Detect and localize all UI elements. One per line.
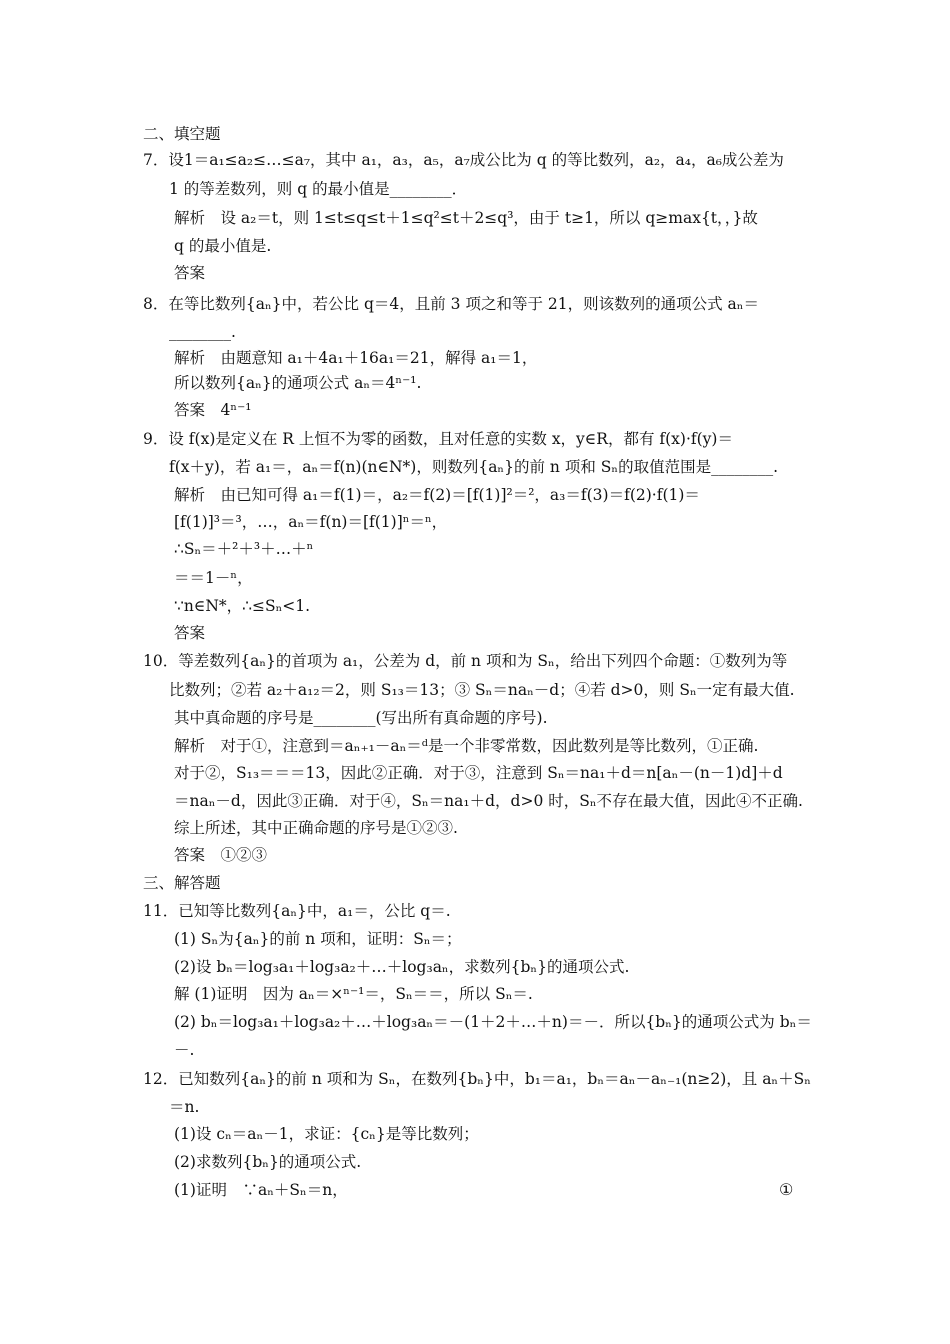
problem-8-line-2: ________. [169, 323, 236, 341]
problem-11-part-2: (2)设 bₙ＝log₃a₁＋log₃a₂＋…＋log₃aₙ，求数列{bₙ}的通项公式. [174, 958, 630, 976]
section-heading-fill-in: 二、填空题 [143, 125, 221, 143]
problem-10-analysis-line-2: 对于②，S₁₃＝＝＝13，因此②正确．对于③，注意到 Sₙ＝na₁＋d＝n[aₙ－(n－1)d]＋d [174, 764, 783, 782]
problem-10-answer: 答案 ①②③ [174, 846, 268, 864]
problem-12-part-1: (1)设 cₙ＝aₙ－1，求证：{cₙ}是等比数列； [174, 1125, 479, 1143]
problem-8-line-1: 8．在等比数列{aₙ}中，若公比 q＝4，且前 3 项之和等于 21，则该数列的通项公式 aₙ＝ [143, 295, 759, 313]
problem-10-analysis-line-1: 解析 对于①，注意到＝aₙ₊₁－aₙ＝ᵈ是一个非零常数，因此数列是等比数列，①正确. [174, 737, 759, 755]
problem-9-line-2: f(x＋y)，若 a₁＝，aₙ＝f(n)(n∈N*)，则数列{aₙ}的前 n 项和 Sₙ的取值范围是________. [169, 458, 779, 476]
problem-11-part-1: (1) Sₙ为{aₙ}的前 n 项和，证明：Sₙ＝； [174, 930, 462, 948]
problem-8-analysis-line-2: 所以数列{aₙ}的通项公式 aₙ＝4ⁿ⁻¹. [174, 374, 422, 392]
problem-7-line-2: 1 的等差数列，则 q 的最小值是________． [169, 180, 468, 198]
problem-8-answer: 答案 4ⁿ⁻¹ [174, 401, 252, 419]
problem-12-part-2: (2)求数列{bₙ}的通项公式. [174, 1153, 362, 1171]
problem-7-answer: 答案 [174, 264, 206, 282]
problem-9-analysis-line-1: 解析 由已知可得 a₁＝f(1)＝，a₂＝f(2)＝[f(1)]²＝²，a₃＝f(3)＝f(2)·f(1)＝ [174, 486, 700, 504]
problem-10-analysis-line-3: ＝naₙ－d，因此③正确．对于④，Sₙ＝na₁＋d，d>0 时，Sₙ不存在最大值，因此④不正确. [174, 792, 803, 810]
problem-11-solution-line-2: (2) bₙ＝log₃a₁＋log₃a₂＋…＋log₃aₙ＝－(1＋2＋…＋n)＝－．所以{bₙ}的通项公式为 bₙ＝ [174, 1013, 812, 1031]
problem-10-line-1: 10．等差数列{aₙ}的首项为 a₁，公差为 d，前 n 项和为 Sₙ，给出下列四个命题：①数列为等 [143, 652, 788, 670]
problem-7-analysis-line-2: q 的最小值是. [174, 237, 272, 255]
problem-9-analysis-line-3: ∴Sₙ＝＋²＋³＋…＋ⁿ [174, 540, 314, 558]
problem-12-proof-line-1: (1)证明 ∵aₙ＋Sₙ＝n， [174, 1181, 348, 1199]
problem-10-analysis-line-4: 综上所述，其中正确命题的序号是①②③. [174, 819, 458, 837]
problem-12-line-1: 12．已知数列{aₙ}的前 n 项和为 Sₙ，在数列{bₙ}中，b₁＝a₁，bₙ＝aₙ－aₙ₋₁(n≥2)，且 aₙ＋Sₙ [143, 1070, 811, 1088]
problem-9-line-1: 9．设 f(x)是定义在 R 上恒不为零的函数，且对任意的实数 x，y∈R，都有 f(x)·f(y)＝ [143, 430, 733, 448]
problem-9-analysis-line-4: ＝＝1－ⁿ， [174, 569, 253, 587]
equation-marker: ① [779, 1180, 794, 1199]
problem-11-solution-line-3: －. [174, 1041, 195, 1059]
problem-7-line-1: 7．设1＝a₁≤a₂≤…≤a₇，其中 a₁，a₃，a₅，a₇成公比为 q 的等比数列，a₂，a₄，a₆成公差为 [143, 151, 784, 169]
problem-9-analysis-line-5: ∵n∈N*，∴≤Sₙ<1. [174, 597, 311, 615]
problem-12-line-2: ＝n. [169, 1098, 200, 1116]
problem-9-analysis-line-2: [f(1)]³＝³，…，aₙ＝f(n)＝[f(1)]ⁿ＝ⁿ， [174, 513, 448, 531]
problem-8-analysis-line-1: 解析 由题意知 a₁＋4a₁＋16a₁＝21，解得 a₁＝1， [174, 349, 538, 367]
problem-7-analysis-line-1: 解析 设 a₂＝t，则 1≤t≤q≤t＋1≤q²≤t＋2≤q³，由于 t≥1，所以 q≥max{t，，}故 [174, 209, 758, 227]
problem-11-line-1: 11．已知等比数列{aₙ}中，a₁＝，公比 q＝. [143, 902, 451, 920]
problem-10-line-3: 其中真命题的序号是________(写出所有真命题的序号). [174, 709, 548, 727]
section-heading-solutions: 三、解答题 [143, 874, 221, 892]
problem-11-solution-line-1: 解 (1)证明 因为 aₙ＝×ⁿ⁻¹＝，Sₙ＝＝，所以 Sₙ＝. [174, 985, 533, 1003]
problem-10-line-2: 比数列；②若 a₂＋a₁₂＝2，则 S₁₃＝13；③ Sₙ＝naₙ－d；④若 d>0，则 Sₙ一定有最大值. [169, 681, 795, 699]
problem-9-answer: 答案 [174, 624, 206, 642]
